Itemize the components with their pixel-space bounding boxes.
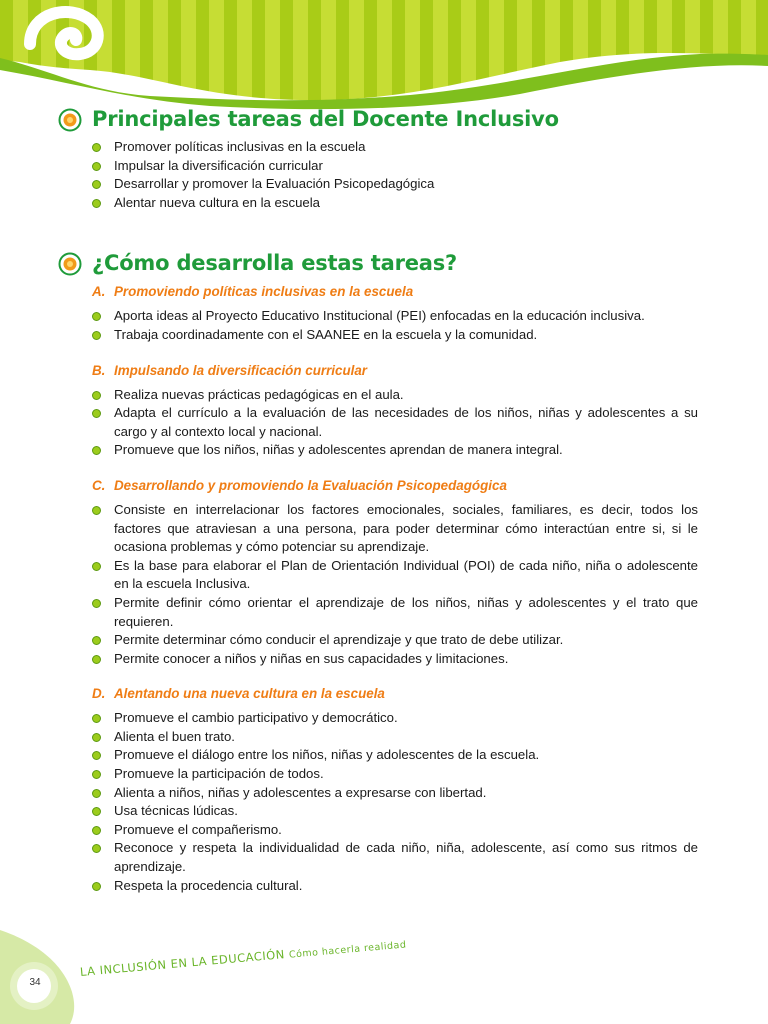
subsection-heading-d: D. Alentando una nueva cultura en la escuela: [92, 686, 385, 702]
list-item: Desarrollar y promover la Evaluación Psicopedagógica: [92, 175, 698, 194]
list-item: Aporta ideas al Proyecto Educativo Institucional (PEI) enfocadas en la educación inclusiva.: [92, 307, 698, 326]
green-dot-icon: [92, 562, 101, 571]
subsection-c-list: [58, 501, 698, 668]
green-dot-icon: [92, 714, 101, 723]
subsection-d-list: [58, 709, 698, 895]
target-circle-icon: [58, 252, 82, 276]
list-item: Promueve el diálogo entre los niños, niñas y adolescentes de la escuela.: [92, 746, 698, 765]
header-decoration: [0, 0, 768, 110]
list-item: Respeta la procedencia cultural.: [92, 877, 698, 896]
green-dot-icon: [92, 733, 101, 742]
tasks-list: [58, 138, 698, 212]
list-item: Impulsar la diversificación curricular: [92, 157, 698, 176]
green-dot-icon: [92, 826, 101, 835]
list-item: Consiste en interrelacionar los factores emocionales, sociales, familiares, es decir, todos los factores que atraviesan a una persona, para poder determinar cómo interactúan entre si, si le ocasiona problemas y cómo potenciar su aprendizaje.: [92, 501, 698, 557]
publication-subtitle: Cómo hacerla realidad: [288, 939, 407, 961]
publication-title: LA INCLUSIÓN EN LA EDUCACIÓN: [79, 947, 286, 979]
list-item: Permite definir cómo orientar el aprendizaje de los niños, niñas y adolescentes y el trato que requieren.: [92, 594, 698, 631]
green-dot-icon: [92, 331, 101, 340]
section-heading-como: [58, 252, 698, 276]
page-number: 34: [29, 977, 41, 988]
list-item: Promueve el cambio participativo y democrático.: [92, 709, 698, 728]
list-item: Usa técnicas lúdicas.: [92, 802, 698, 821]
list-item: Alienta el buen trato.: [92, 728, 698, 747]
green-dot-icon: [92, 180, 101, 189]
subsection-heading-b: B. Impulsando la diversificación curricular: [92, 362, 368, 378]
green-dot-icon: [92, 506, 101, 515]
green-dot-icon: [92, 655, 101, 664]
green-dot-icon: [92, 770, 101, 779]
list-item: Promover políticas inclusivas en la escuela: [92, 138, 698, 157]
list-item: Promueve la participación de todos.: [92, 765, 698, 784]
subsection-heading-a: A. Promoviendo políticas inclusivas en la escuela: [92, 284, 414, 300]
green-dot-icon: [92, 391, 101, 400]
green-dot-icon: [92, 143, 101, 152]
page-content: [58, 106, 698, 895]
list-item: Permite conocer a niños y niñas en sus capacidades y limitaciones.: [92, 650, 698, 669]
subsection-b-list: [58, 386, 698, 460]
target-circle-icon: [58, 108, 82, 132]
list-item: Reconoce y respeta la individualidad de cada niño, niña, adolescente, así como sus ritmos de aprendizaje.: [92, 839, 698, 876]
footer-decoration: [0, 930, 140, 1024]
green-dot-icon: [92, 636, 101, 645]
green-dot-icon: [92, 882, 101, 891]
list-item: Promueve que los niños, niñas y adolescentes aprendan de manera integral.: [92, 441, 698, 460]
list-item: Realiza nuevas prácticas pedagógicas en el aula.: [92, 386, 698, 405]
green-dot-icon: [92, 409, 101, 418]
green-dot-icon: [92, 446, 101, 455]
green-dot-icon: [92, 751, 101, 760]
green-dot-icon: [92, 199, 101, 208]
green-dot-icon: [92, 807, 101, 816]
section-title: ¿Cómo desarrolla estas tareas?: [92, 251, 458, 276]
green-dot-icon: [92, 162, 101, 171]
list-item: Alentar nueva cultura en la escuela: [92, 194, 698, 213]
list-item: Permite determinar cómo conducir el aprendizaje y que trato de debe utilizar.: [92, 631, 698, 650]
section-title: Principales tareas del Docente Inclusivo: [92, 107, 559, 131]
list-item: Trabaja coordinadamente con el SAANEE en la escuela y la comunidad.: [92, 326, 698, 345]
green-dot-icon: [92, 789, 101, 798]
green-dot-icon: [92, 599, 101, 608]
list-item: Es la base para elaborar el Plan de Orientación Individual (POI) de cada niño, niña o adolescente en la escuela Inclusiva.: [92, 557, 698, 594]
subsection-heading-c: C. Desarrollando y promoviendo la Evaluación Psicopedagógica: [92, 477, 507, 493]
list-item: Promueve el compañerismo.: [92, 821, 698, 840]
green-dot-icon: [92, 844, 101, 853]
section-heading-principales: [58, 108, 698, 132]
green-dot-icon: [92, 312, 101, 321]
list-item: Alienta a niños, niñas y adolescentes a expresarse con libertad.: [92, 784, 698, 803]
list-item: Adapta el currículo a la evaluación de las necesidades de los niños, niñas y adolescentes a su cargo y al contexto local y nacional.: [92, 404, 698, 441]
subsection-a-list: [58, 307, 698, 344]
